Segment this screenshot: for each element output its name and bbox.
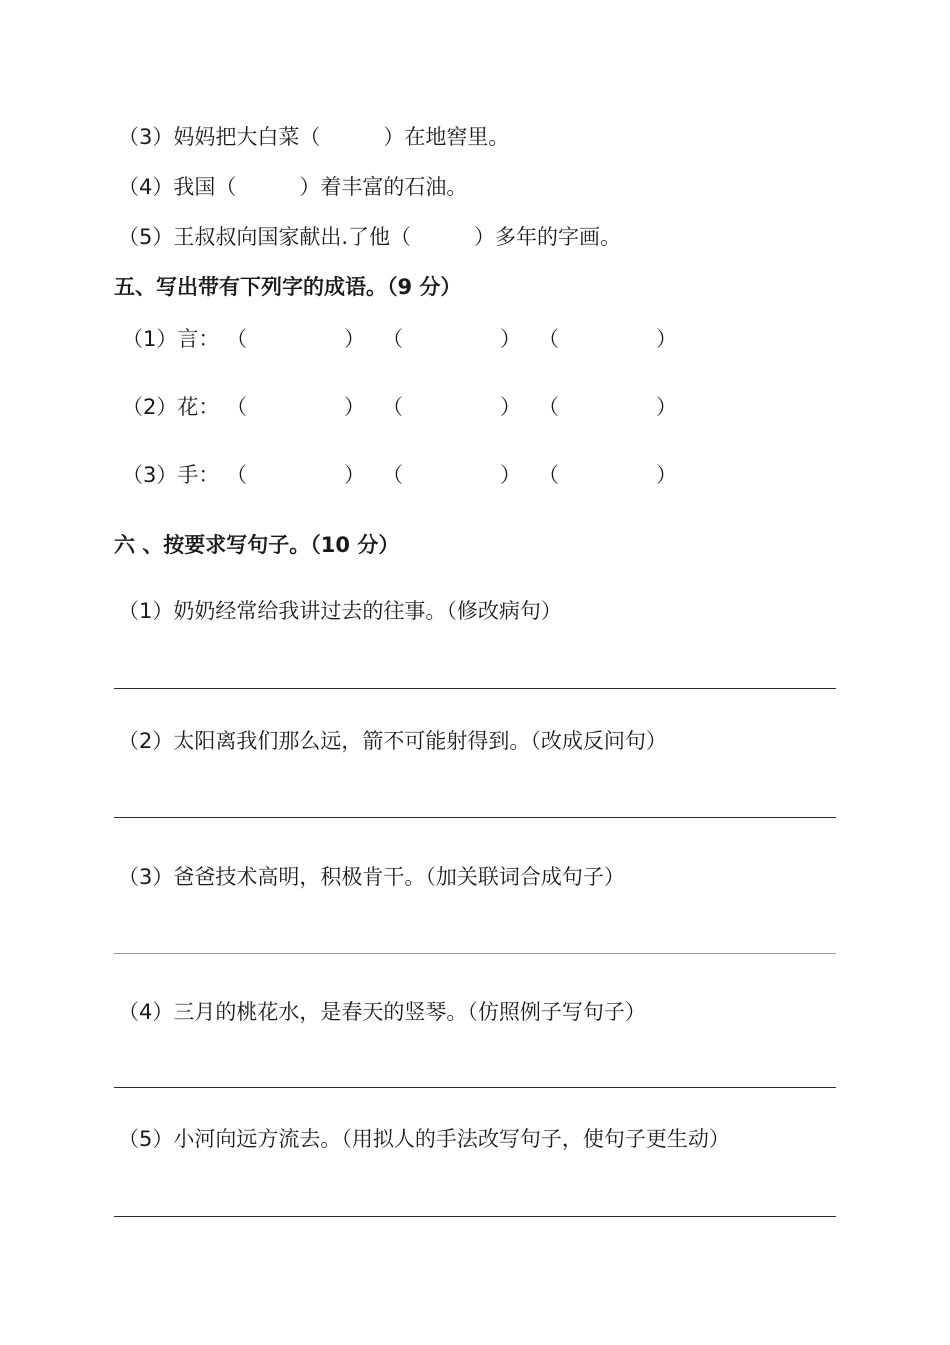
sentence-task-4: （4）三月的桃花水，是春天的竖琴。（仿照例子写句子） <box>118 1000 646 1024</box>
answer-line-5[interactable] <box>114 1216 836 1217</box>
idiom-blank-open[interactable]: （ <box>382 463 403 487</box>
answer-line-1[interactable] <box>114 688 836 689</box>
fill-blank-item-4: （4）我国（ ）着丰富的石油。 <box>118 175 468 199</box>
idiom-blank-open[interactable]: （ <box>226 327 247 351</box>
idiom-blank-open[interactable]: （ <box>226 395 247 419</box>
idiom-blank-close: ） <box>344 463 365 487</box>
idiom-row-label: （3）手： <box>122 463 220 487</box>
sentence-task-5: （5）小河向远方流去。（用拟人的手法改写句子，使句子更生动） <box>118 1127 730 1151</box>
idiom-blank-open[interactable]: （ <box>538 327 559 351</box>
idiom-blank-close: ） <box>500 463 521 487</box>
idiom-blank-close: ） <box>344 395 365 419</box>
fill-blank-item-3: （3）妈妈把大白菜（ ）在地窖里。 <box>118 125 510 149</box>
section-6-heading: 六 、按要求写句子。（10 分） <box>114 533 400 557</box>
idiom-blank-close: ） <box>656 463 677 487</box>
idiom-blank-close: ） <box>500 327 521 351</box>
sentence-task-3: （3）爸爸技术高明，积极肯干。（加关联词合成句子） <box>118 865 625 889</box>
answer-line-3[interactable] <box>114 953 836 954</box>
idiom-blank-open[interactable]: （ <box>382 395 403 419</box>
idiom-blank-close: ） <box>656 395 677 419</box>
idiom-blank-open[interactable]: （ <box>538 395 559 419</box>
idiom-blank-open[interactable]: （ <box>538 463 559 487</box>
section-5-heading: 五、写出带有下列字的成语。（9 分） <box>114 275 462 299</box>
idiom-blank-close: ） <box>656 327 677 351</box>
idiom-row-label: （2）花： <box>122 395 220 419</box>
fill-blank-item-5: （5）王叔叔向国家献出.了他（ ）多年的字画。 <box>118 225 622 249</box>
answer-line-4[interactable] <box>114 1087 836 1088</box>
idiom-blank-close: ） <box>344 327 365 351</box>
idiom-blank-open[interactable]: （ <box>226 463 247 487</box>
idiom-row-label: （1）言： <box>122 327 220 351</box>
answer-line-2[interactable] <box>114 817 836 818</box>
sentence-task-2: （2）太阳离我们那么远，箭不可能射得到。（改成反问句） <box>118 729 667 753</box>
idiom-blank-close: ） <box>500 395 521 419</box>
idiom-blank-open[interactable]: （ <box>382 327 403 351</box>
sentence-task-1: （1）奶奶经常给我讲过去的往事。（修改病句） <box>118 599 562 623</box>
